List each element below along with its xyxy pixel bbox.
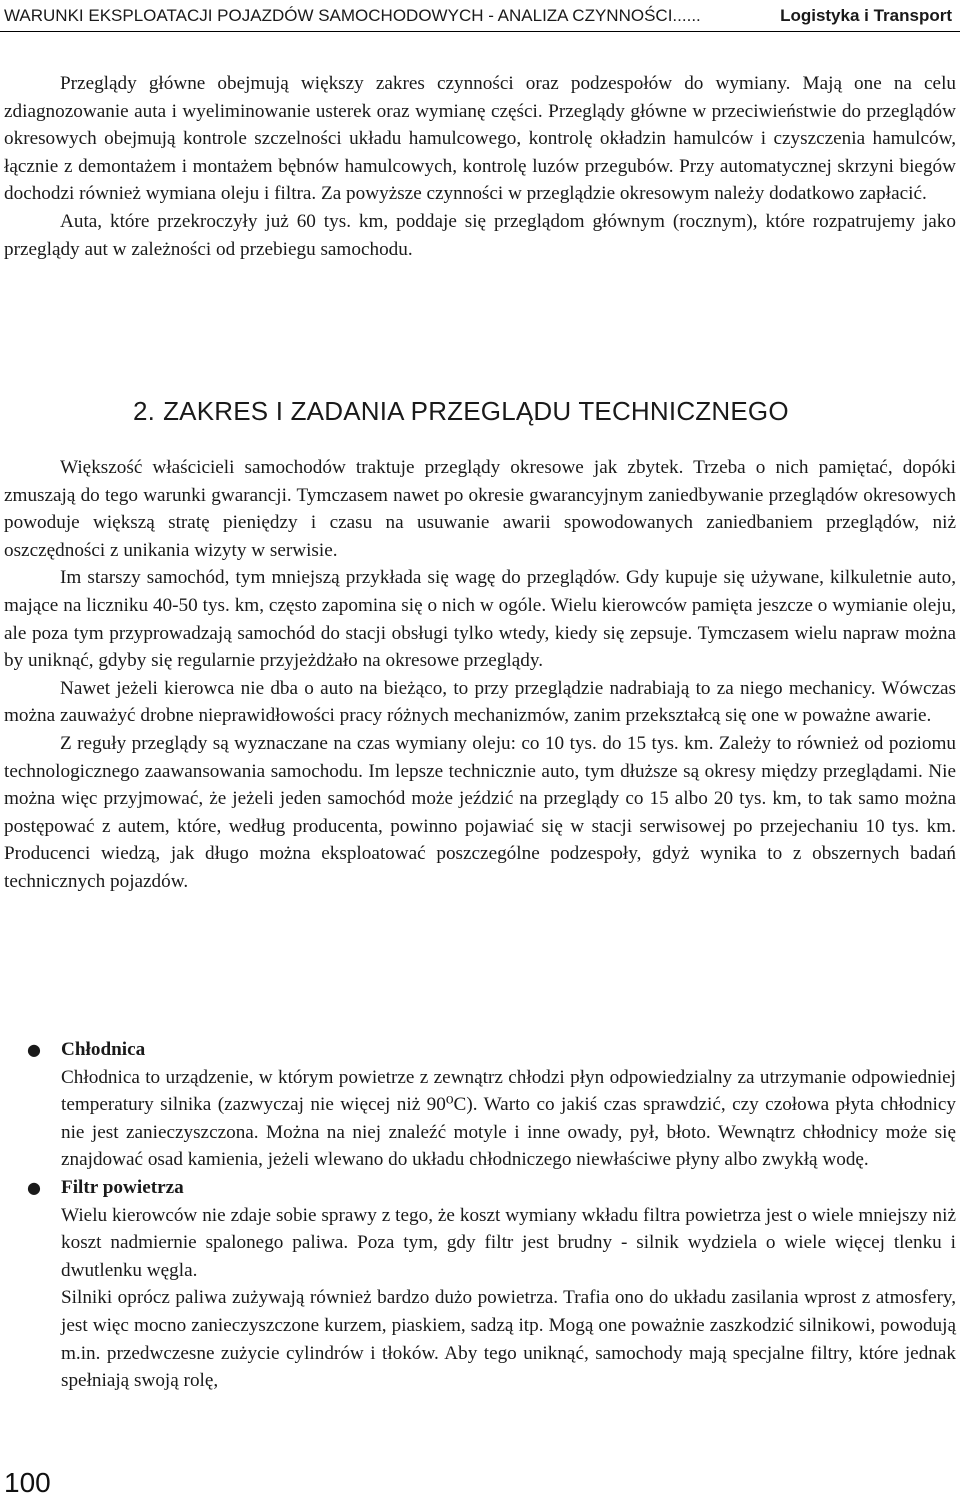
- bullet-list: [0, 1036, 956, 1395]
- header-rule: [0, 31, 960, 32]
- bullet-title: Chłodnica: [61, 1039, 146, 1060]
- paragraph: Większość właścicieli samochodów traktuje przeglądy okresowe jak zbytek. Trzeba o nich pamiętać, dopóki zmuszają do tego warunki gwarancji. Tymczasem nawet po okresie gwarancyjnym zaniedbywanie przeglądów okresowych powoduje większą stratę pieniędzy i czasu na usuwanie awarii spowodowanych zaniedbaniem przeglądów, niż oszczędności z unikania wizyty w serwisie.: [4, 457, 956, 561]
- bullet-icon: ●: [27, 1040, 41, 1059]
- section-number: 2.: [133, 396, 156, 426]
- section-title: ZAKRES I ZADANIA PRZEGLĄDU TECHNICZNEGO: [163, 396, 789, 426]
- bullet-paragraph: Silniki oprócz paliwa zużywają również bardzo dużo powietrza. Trafia ono do układu zasilania wprost z atmosfery, jest więc mocno zanieczyszczone kurzem, piaskiem, sadzą itp. Mogą one poważnie zaszkodzić silnikowi, powodują m.in. przedwczesne zużycie cylindrów i tłoków. Aby tego uniknąć, samochody mają specjalne filtry, które jednak spełniają swoją rolę,: [61, 1287, 956, 1392]
- header-journal-name: Logistyka i Transport: [780, 6, 952, 25]
- bullet-paragraph: Chłodnica to urządzenie, w którym powietrze z zewnątrz chłodzi płyn odpowiedzialny za utrzymanie odpowiedniej temperatury silnika (zazwyczaj nie więcej niż 90⁰C). Warto co jakiś czas sprawdzić, czy czołowa płyta chłodnicy nie jest zanieczyszczona. Można na niej znaleźć motyle i inne owady, pył, błoto. Wewnątrz chłodnicy może się znajdować osad kamienia, jeżeli wlewano do układu chłodniczego niewłaściwe płyny albo zwykłą wodę.: [61, 1066, 956, 1171]
- paragraph: Nawet jeżeli kierowca nie dba o auto na bieżąco, to przy przeglądzie nadrabiają to za niego mechanicy. Wówczas można zauważyć drobne nieprawidłowości pracy różnych mechanizmów, zanim przekształcą się one w poważne awarie.: [4, 677, 956, 727]
- bullet-paragraph: Wielu kierowców nie zdaje sobie sprawy z tego, że koszt wymiany wkładu filtra powietrza jest o wiele mniejszy niż koszt nadmiernie spalonego paliwa. Poza tym, gdy filtr jest brudny - silnik wydziela o wiele więcej tlenku i dwutlenku węgla.: [61, 1204, 956, 1281]
- intro-text: [4, 70, 956, 263]
- section-body: [4, 454, 956, 896]
- bullet-icon: ●: [27, 1177, 41, 1197]
- header-chapter-title: WARUNKI EKSPLOATACJI POJAZDÓW SAMOCHODOWYCH - ANALIZA CZYNNOŚCI......: [4, 6, 701, 25]
- page-number: 100: [4, 1467, 51, 1498]
- bullet-title: Filtr powietrza: [61, 1176, 184, 1198]
- paragraph: Przeglądy główne obejmują większy zakres czynności oraz podzespołów do wymiany. Mają one na celu zdiagnozowanie auta i wyeliminowanie usterek oraz wymianę części. Przeglądy główne w przeciwieństwie do przeglądów okresowych obejmują kontrole szczelności układu hamulcowego, kontrolę okładzin hamulców i czyszczenia hamulców, łącznie z demontażem i montażem bębnów hamulcowych, kontrolę luzów przegubów. Przy automatycznej skrzyni biegów dochodzi również wymiana oleju i filtra. Za powyższe czynności w przeglądzie okresowym należy dodatkowo zapłacić.: [4, 73, 956, 205]
- paragraph: Im starszy samochód, tym mniejszą przykłada się wagę do przeglądów. Gdy kupuje się używane, kilkuletnie auto, mające na liczniku 40-50 tys. km, często zapomina się o nich w ogóle. Wielu kierowców pamięta jeszcze o wymianie oleju, ale poza tym przyprowadzają samochód do stacji obsługi tylko wtedy, kiedy się zepsuje. Tymczasem wielu napraw można by uniknąć, gdyby się regularnie przyjeżdżało na okresowe przeglądy.: [4, 567, 956, 672]
- running-header: [0, 0, 960, 32]
- paragraph: Auta, które przekroczyły już 60 tys. km, poddaje się przeglądom głównym (rocznym), które rozpatrujemy jako przeglądy aut w zależności od przebiegu samochodu.: [4, 210, 956, 260]
- section-heading: [133, 396, 789, 427]
- bullet-item-radiator: [0, 1036, 956, 1174]
- bullet-item-air-filter: [0, 1174, 956, 1395]
- paragraph: Z reguły przeglądy są wyznaczane na czas wymiany oleju: co 10 tys. do 15 tys. km. Zależy to również od poziomu technologicznego zaawansowania samochodu. Im lepsze technicznie auto, tym dłuższe są okresy między przeglądami. Nie można więc przyjmować, że jeżeli jeden samochód może jeździć na przeglądy co 15 albo 20 tys. km, to tak samo można postępować z autem, które, według producenta, powinno pojawiać się w stacji serwisowej po przejechaniu 10 tys. km. Producenci wiedzą, jak długo można eksploatować poszczególne podzespoły, gdyż wynika to z obszernych badań technicznych pojazdów.: [4, 732, 956, 892]
